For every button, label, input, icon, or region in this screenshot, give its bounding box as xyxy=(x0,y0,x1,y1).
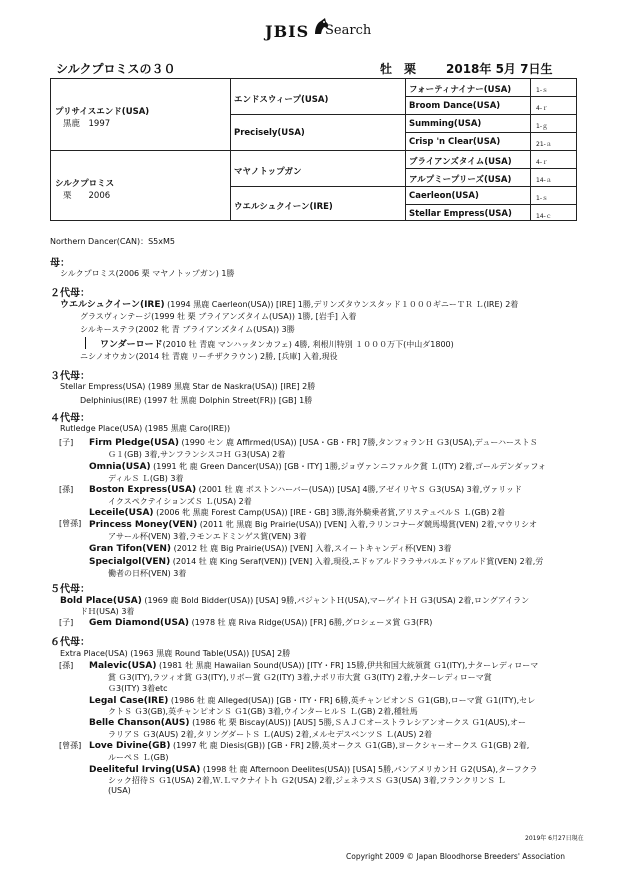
family-line: Leceile(USA) (2006 牝 黒鹿 Forest Camp(USA)) [IRE・GB] 3勝,海外騎乗者賞,アリステュベルＳ Ｌ(GB) 2着 xyxy=(89,508,505,518)
horse-name: シルクプロミスの３０ xyxy=(56,62,176,76)
family-line: Bold Place(USA) (1969 鹿 Bold Bidder(USA)) [USA] 9勝,パジャントＨ(USA),マーゲイトＨ Ｇ3(USA) 2着,ロングアイラン xyxy=(60,596,530,606)
tag-great-grandchild: [曾孫] xyxy=(59,519,82,528)
horse-link[interactable]: Legal Case(IRE) xyxy=(89,696,169,706)
family-line: 働者の日杯(VEN) 3着 xyxy=(108,569,187,578)
family-line: Legal Case(IRE) (1986 牡 鹿 Alleged(USA)) [GB・ITY・FR] 6勝,英チャンピオンＳ Ｇ1(GB),ローマ賞 Ｇ1(ITY),セレ xyxy=(89,696,536,706)
section-3rd-dam: ３代母： xyxy=(50,371,90,382)
gg-dam-dam-dam[interactable]: Stellar Empress(USA) xyxy=(409,209,512,219)
pedigree-table xyxy=(50,78,577,221)
family-code: 4-ｒ xyxy=(536,105,548,112)
horse-link[interactable]: Leceile(USA) xyxy=(89,508,154,518)
gg-sire-dam-dam[interactable]: Crisp 'n Clear(USA) xyxy=(409,137,501,147)
dam-dam[interactable]: ウエルシュクイーン(IRE) xyxy=(234,202,333,212)
gg-sire-sire-sire[interactable]: フォーティナイナー(USA) xyxy=(409,85,512,95)
logo-text-search: Search xyxy=(325,23,372,38)
family-line: Extra Place(USA) (1963 黒鹿 Round Table(USA)) [USA] 2勝 xyxy=(60,649,291,658)
horse-link[interactable]: Omnia(USA) xyxy=(89,462,151,472)
horse-birthdate: 2018年 5月 7日生 xyxy=(446,62,553,76)
family-code: 14-ａ xyxy=(536,177,552,184)
logo-text-jbis: JBIS xyxy=(265,22,310,41)
pedigree-divider xyxy=(405,132,576,133)
section-dam: 母： xyxy=(50,258,70,269)
family-line: Delphinius(IRE) (1997 牡 黒鹿 Dolphin Street(FR)) [GB] 1勝 xyxy=(80,396,313,405)
copyright: Copyright 2009 © Japan Bloodhorse Breeders' Association xyxy=(346,852,565,861)
family-line: シルクプロミス(2006 栗 マヤノトップガン) 1勝 xyxy=(60,269,235,278)
gg-sire-sire-dam[interactable]: Broom Dance(USA) xyxy=(409,101,501,111)
family-line: Gem Diamond(USA) (1978 牡 鹿 Riva Ridge(USA)) [FR] 6勝,グロシェーヌ賞 Ｇ3(FR) xyxy=(89,618,433,628)
horse-link[interactable]: Gran Tifon(VEN) xyxy=(89,544,172,554)
horse-link[interactable]: Gem Diamond(USA) xyxy=(89,618,190,628)
pedigree-divider xyxy=(230,186,576,187)
horse-sex: 牡 xyxy=(380,62,393,76)
family-line: ルーペＳ Ｌ(GB) xyxy=(108,753,169,762)
family-line: イクスペクテイションズＳ Ｌ(USA) 2着 xyxy=(108,497,252,506)
sire-sire[interactable]: エンドスウィープ(USA) xyxy=(234,95,329,105)
gg-sire-dam-sire[interactable]: Summing(USA) xyxy=(409,119,482,129)
family-line: シック招待Ｓ Ｇ1(USA) 2着,Ｗ.Ｌマクナイトｈ Ｇ2(USA) 2着,ジェネラスＳ Ｇ3(USA) 3着,フランクリンＳ Ｌ xyxy=(108,776,506,785)
family-line: Stellar Empress(USA) (1989 黒鹿 Star de Naskra(USA)) [IRE] 2勝 xyxy=(60,382,316,391)
family-line: Deeliteful Irving(USA) (1998 牡 鹿 Afternoon Deelites(USA)) [USA] 5勝,パンアメリカンＨ Ｇ2(USA),ターフクラ xyxy=(89,765,538,775)
sire-dam[interactable]: Precisely(USA) xyxy=(234,128,305,138)
horse-link[interactable]: Specialgol(VEN) xyxy=(89,557,171,567)
family-code: 1-ｓ xyxy=(536,87,548,94)
family-line: ウエルシュクイーン(IRE) (1994 黒鹿 Caerleon(USA)) [IRE] 1勝,デリンズタウンスタッド１０００ギニーＴＲ Ｌ(IRE) 2着 xyxy=(60,300,519,310)
jbis-logo xyxy=(265,14,375,44)
family-line: Gran Tifon(VEN) (2012 牡 鹿 Big Prairie(USA)) [VEN] 入着,スイートキャンディ杯(VEN) 3着 xyxy=(89,544,452,554)
horse-color: 栗 xyxy=(404,62,417,76)
family-line: ドＨ(USA) 3着 xyxy=(80,607,135,616)
horse-link[interactable]: Princess Money(VEN) xyxy=(89,520,198,530)
family-line: (USA) xyxy=(108,786,131,795)
lineage-marker xyxy=(85,337,86,349)
horse-link[interactable]: ワンダーロード xyxy=(100,340,163,350)
family-line: クトＳ Ｇ3(GB),英チャンピオンＳ Ｇ1(GB) 3着,ウインターヒルＳ Ｌ(GB) 2着,種牡馬 xyxy=(108,707,418,716)
family-line: Firm Pledge(USA) (1990 セン 鹿 Affirmed(USA)) [USA・GB・FR] 7勝,タンフォランＨ Ｇ3(USA),デューハーストＳ xyxy=(89,438,538,448)
horse-title-row xyxy=(56,60,576,74)
horse-link[interactable]: Firm Pledge(USA) xyxy=(89,438,179,448)
family-line: ディルＳ Ｌ(GB) 3着 xyxy=(108,474,184,483)
gg-dam-sire-dam[interactable]: アルプミープリーズ(USA) xyxy=(409,175,512,185)
family-line: アサール杯(VEN) 3着,ラモンエドミンゲス賞(VEN) 3着 xyxy=(108,532,307,541)
section-2nd-dam: ２代母： xyxy=(50,288,90,299)
horse-link[interactable]: Malevic(USA) xyxy=(89,661,157,671)
horse-link[interactable]: Bold Place(USA) xyxy=(60,596,142,606)
gg-dam-sire-sire[interactable]: ブライアンズタイム(USA) xyxy=(409,157,512,167)
horse-link[interactable]: ウエルシュクイーン(IRE) xyxy=(60,300,165,310)
pedigree-divider xyxy=(405,96,576,97)
family-line: ワンダーロード(2010 牡 青鹿 マンハッタンカフェ) 4勝, 利根川特別 １０００万下(中山ダ1800) xyxy=(100,340,454,350)
horse-link[interactable]: Belle Chanson(AUS) xyxy=(89,718,190,728)
tag-child: [子] xyxy=(59,618,74,627)
family-line: ニシノオウカン(2014 牡 青鹿 リーチザクラウン) 2勝, [兵庫] 入着,現役 xyxy=(80,352,338,361)
family-line: Omnia(USA) (1991 牝 鹿 Green Dancer(USA)) [GB・ITY] 1勝,ジョヴァンニファルク賞 Ｌ(ITY) 2着,ゴールデンダッフォ xyxy=(89,462,546,472)
gg-dam-dam-sire[interactable]: Caerleon(USA) xyxy=(409,191,479,201)
pedigree-divider xyxy=(51,150,576,151)
dam-sire[interactable]: マヤノトップガン xyxy=(234,167,302,177)
section-5th-dam: ５代母： xyxy=(50,584,90,595)
section-6th-dam: ６代母： xyxy=(50,637,90,648)
family-line: Specialgol(VEN) (2014 牡 鹿 King Seraf(VEN)) [VEN] 入着,現役,エドゥアルドララサバルエドゥアルド賞(VEN) 2着,労 xyxy=(89,557,544,567)
pedigree-divider xyxy=(405,168,576,169)
family-line: Ｇ１(GB) 3着,サンフランシスコＨ Ｇ3(USA) 2着 xyxy=(108,450,286,459)
family-line: Princess Money(VEN) (2011 牝 黒鹿 Big Prairie(USA)) [VEN] 入着,ラリンコナーダ競馬場賞(VEN) 2着,マウリシオ xyxy=(89,520,537,530)
horse-link[interactable]: Boston Express(USA) xyxy=(89,485,197,495)
family-line: ラリアＳ Ｇ3(AUS) 2着,タリングダートＳ Ｌ(AUS) 2着,メルセデスベンツＳ Ｌ(AUS) 2着 xyxy=(108,730,433,739)
family-line: Ｇ3(ITY) 3着etc xyxy=(108,684,168,693)
tag-grandchild: [孫] xyxy=(59,485,74,494)
family-line: Boston Express(USA) (2001 牡 鹿 ボストンハーバー(USA)) [USA] 4勝,アゼイリヤＳ Ｇ3(USA) 3着,ヴァリッド xyxy=(89,485,522,495)
family-line: Love Divine(GB) (1997 牝 鹿 Diesis(GB)) [GB・FR] 2勝,英オークス Ｇ1(GB),ヨークシャーオークス Ｇ1(GB) 2着, xyxy=(89,741,530,751)
horse-link[interactable]: Love Divine(GB) xyxy=(89,741,171,751)
family-code: 1-ｇ xyxy=(536,123,548,130)
horse-link[interactable]: Deeliteful Irving(USA) xyxy=(89,765,201,775)
tag-grandchild: [孫] xyxy=(59,661,74,670)
tag-great-grandchild: [曾孫] xyxy=(59,741,82,750)
family-code: 14-ｃ xyxy=(536,213,552,220)
inbreeding-note: Northern Dancer(CAN)：S5xM5 xyxy=(50,237,175,246)
pedigree-divider xyxy=(405,204,576,205)
family-code: 21-ａ xyxy=(536,141,552,148)
family-code: 4-ｒ xyxy=(536,159,548,166)
dam-detail: 栗 2006 xyxy=(63,191,111,201)
sire-name[interactable]: プリサイスエンド(USA) xyxy=(55,107,150,117)
family-line: シルキーステラ(2002 牝 青 ブライアンズタイム(USA)) 3勝 xyxy=(80,325,295,334)
family-code: 1-ｓ xyxy=(536,195,548,202)
as-of-date: 2019年 6月27日現在 xyxy=(525,835,584,842)
horse-sex-color xyxy=(380,60,416,77)
dam-name[interactable]: シルクプロミス xyxy=(55,179,115,189)
family-line: Rutledge Place(USA) (1985 黒鹿 Caro(IRE)) xyxy=(60,424,231,433)
sire-detail: 黒鹿 1997 xyxy=(63,119,111,129)
family-line: 賞 Ｇ3(ITY),ラツィオ賞 Ｇ3(ITY),リボー賞 Ｇ2(ITY) 3着,ナポリ市大賞 Ｇ3(ITY) 2着,ナターレディローマ賞 xyxy=(108,673,492,682)
family-line: Malevic(USA) (1981 牡 黒鹿 Hawaiian Sound(USA)) [ITY・FR] 15勝,伊共和国大統領賞 Ｇ1(ITY),ナターレディローマ xyxy=(89,661,539,671)
family-line: グラスヴィンテージ(1999 牡 栗 ブライアンズタイム(USA)) 1勝, [岩手] 入着 xyxy=(80,312,357,321)
section-4th-dam: ４代母： xyxy=(50,413,90,424)
tag-child: [子] xyxy=(59,438,74,447)
family-line: Belle Chanson(AUS) (1986 牝 栗 Biscay(AUS)) [AUS] 5勝,ＳＡＪＣオーストラレシアンオークス Ｇ1(AUS),オー xyxy=(89,718,527,728)
pedigree-divider xyxy=(230,114,576,115)
